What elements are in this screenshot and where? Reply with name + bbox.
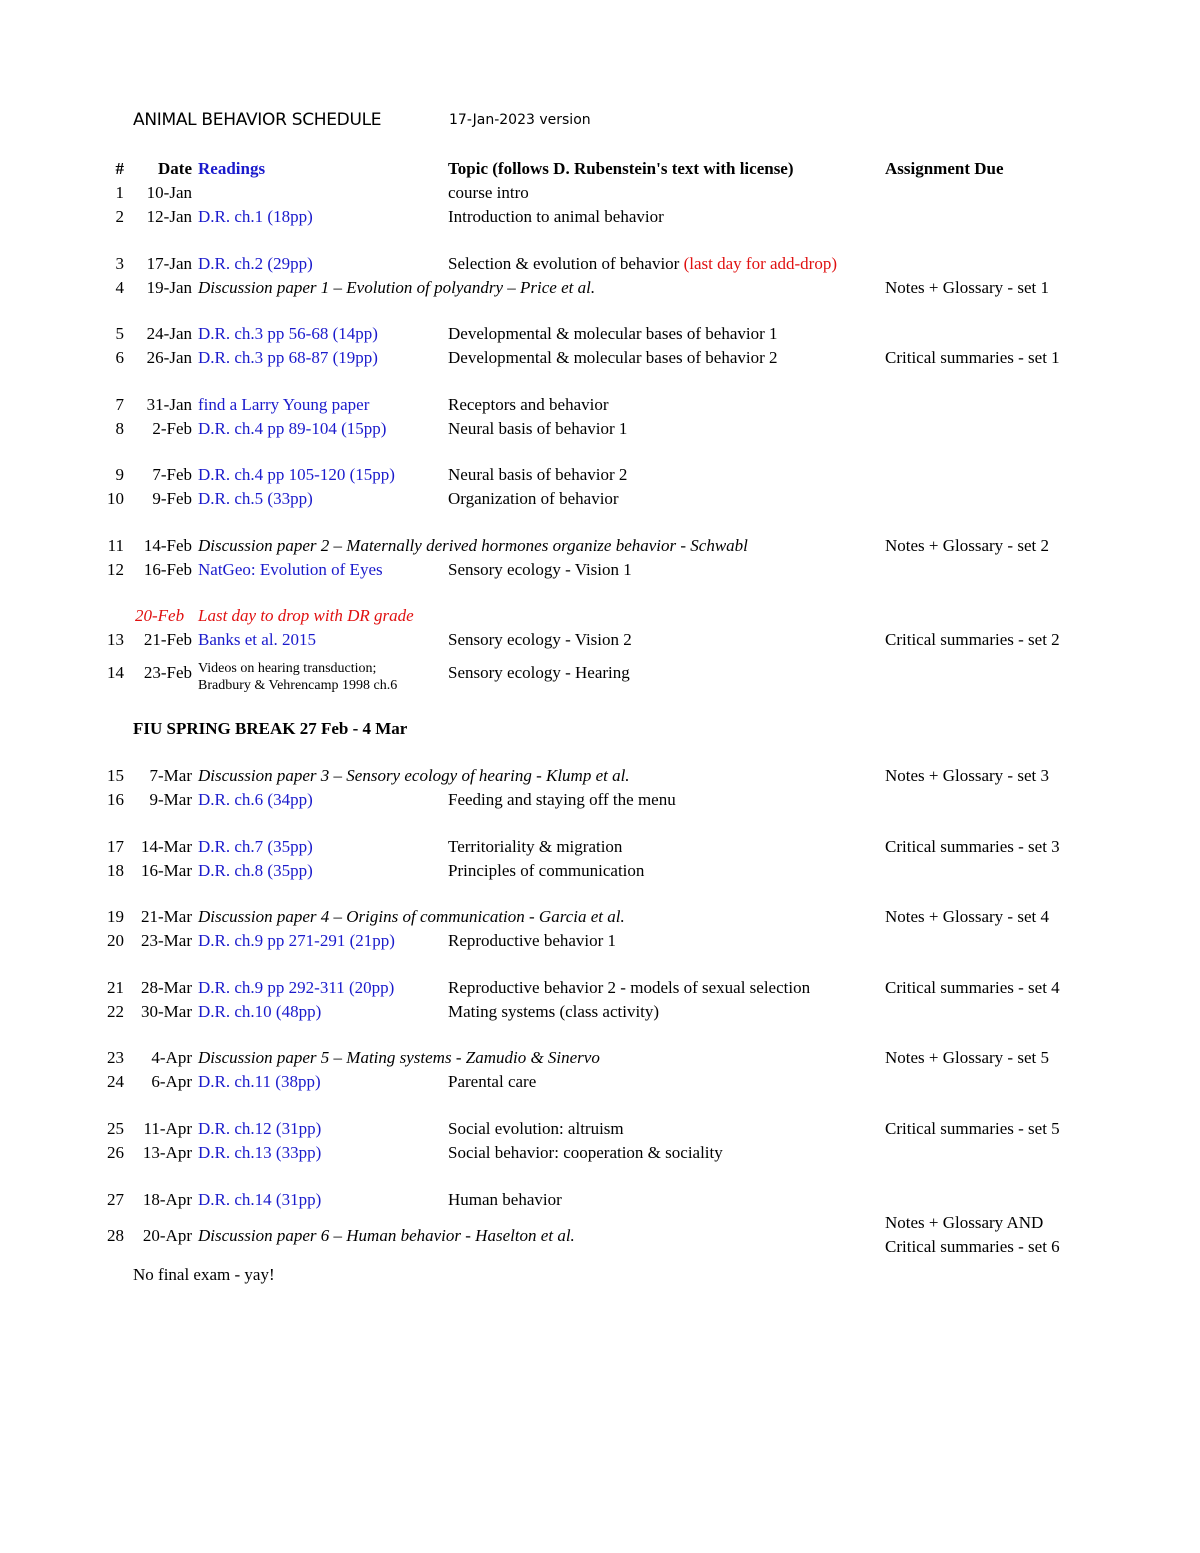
row-number: 25 bbox=[107, 1119, 124, 1138]
table-row bbox=[0, 1190, 1200, 1214]
row-readings: D.R. ch.6 (34pp) bbox=[198, 790, 313, 809]
spring-break-text: FIU SPRING BREAK 27 Feb - 4 Mar bbox=[133, 719, 408, 738]
row-date: 14-Mar bbox=[141, 837, 192, 856]
row-assignment: Critical summaries - set 4 bbox=[885, 978, 1060, 997]
row-readings: Discussion paper 3 – Sensory ecology of hearing - Klump et al. bbox=[198, 766, 630, 785]
row-assignment: Notes + Glossary - set 5 bbox=[885, 1048, 1049, 1067]
row-readings: D.R. ch.3 pp 68-87 (19pp) bbox=[198, 348, 378, 367]
row-date: 31-Jan bbox=[146, 395, 192, 414]
row-date: 30-Mar bbox=[141, 1002, 192, 1021]
table-row bbox=[0, 790, 1200, 814]
row-date: 18-Apr bbox=[142, 1190, 192, 1209]
row-readings: D.R. ch.9 pp 271-291 (21pp) bbox=[198, 931, 395, 950]
row-readings: Discussion paper 2 – Maternally derived hormones organize behavior - Schwabl bbox=[198, 536, 748, 555]
row-topic: Receptors and behavior bbox=[448, 395, 609, 414]
row-topic: Feeding and staying off the menu bbox=[448, 790, 676, 809]
row-number: 7 bbox=[115, 395, 124, 414]
row-date: 11-Apr bbox=[143, 1119, 192, 1138]
table-row bbox=[0, 1143, 1200, 1167]
row-number: 21 bbox=[107, 978, 124, 997]
row-number: 3 bbox=[115, 254, 124, 273]
page-title: ANIMAL BEHAVIOR SCHEDULE bbox=[133, 110, 382, 130]
row-topic: Developmental & molecular bases of behavior 1 bbox=[448, 324, 778, 343]
table-row bbox=[0, 837, 1200, 861]
row-assignment: Critical summaries - set 5 bbox=[885, 1119, 1060, 1138]
row-topic: Sensory ecology - Vision 1 bbox=[448, 560, 632, 579]
row-number: 12 bbox=[107, 560, 124, 579]
col-assignment-header: Assignment Due bbox=[885, 159, 1004, 178]
table-row bbox=[0, 207, 1200, 231]
row-readings: D.R. ch.14 (31pp) bbox=[198, 1190, 322, 1209]
row-assignment: Notes + Glossary - set 2 bbox=[885, 536, 1049, 555]
row-readings: D.R. ch.13 (33pp) bbox=[198, 1143, 322, 1162]
row-readings: D.R. ch.4 pp 105-120 (15pp) bbox=[198, 465, 395, 484]
row-readings: D.R. ch.7 (35pp) bbox=[198, 837, 313, 856]
row-number: 24 bbox=[107, 1072, 124, 1091]
row-number: 13 bbox=[107, 630, 124, 649]
row-readings: Banks et al. 2015 bbox=[198, 630, 317, 649]
row-number: 5 bbox=[115, 324, 124, 343]
table-row bbox=[0, 1048, 1200, 1072]
row-assignment: Notes + Glossary - set 4 bbox=[885, 907, 1049, 926]
row-number: 17 bbox=[107, 837, 124, 856]
final-exam-text: No final exam - yay! bbox=[133, 1265, 275, 1284]
row-number: 28 bbox=[107, 1226, 124, 1245]
row-date: 26-Jan bbox=[146, 348, 192, 367]
row-assignment: Critical summaries - set 3 bbox=[885, 837, 1060, 856]
row-readings: Discussion paper 4 – Origins of communication - Garcia et al. bbox=[198, 907, 625, 926]
drop-notice-date: 20-Feb bbox=[135, 606, 185, 625]
row-date: 7-Mar bbox=[149, 766, 192, 785]
row-date: 13-Apr bbox=[142, 1143, 192, 1162]
table-row bbox=[0, 766, 1200, 790]
row-topic-note: (last day for add-drop) bbox=[683, 254, 838, 273]
row-topic: Introduction to animal behavior bbox=[448, 207, 664, 226]
row-readings: NatGeo: Evolution of Eyes bbox=[198, 560, 383, 579]
row-topic: Sensory ecology - Hearing bbox=[448, 663, 630, 682]
row-readings: Discussion paper 6 – Human behavior - Haselton et al. bbox=[198, 1226, 575, 1245]
row-readings: D.R. ch.4 pp 89-104 (15pp) bbox=[198, 419, 387, 438]
row-number: 1 bbox=[115, 183, 124, 202]
row-number: 15 bbox=[107, 766, 124, 785]
table-row bbox=[0, 978, 1200, 1002]
table-row bbox=[0, 1002, 1200, 1026]
row-date: 19-Jan bbox=[146, 278, 192, 297]
row-topic: Parental care bbox=[448, 1072, 537, 1091]
row-readings: D.R. ch.5 (33pp) bbox=[198, 489, 313, 508]
row-topic: Principles of communication bbox=[448, 861, 645, 880]
table-row bbox=[0, 931, 1200, 955]
document-header bbox=[133, 110, 591, 130]
row-readings: find a Larry Young paper bbox=[198, 395, 370, 414]
row-readings: D.R. ch.12 (31pp) bbox=[198, 1119, 322, 1138]
row-number: 23 bbox=[107, 1048, 124, 1067]
row-readings: Discussion paper 1 – Evolution of polyandry – Price et al. bbox=[198, 278, 596, 297]
table-row bbox=[0, 348, 1200, 372]
row-number: 14 bbox=[107, 663, 124, 682]
row-number: 18 bbox=[107, 861, 124, 880]
row-number: 4 bbox=[115, 278, 124, 297]
table-row bbox=[0, 1213, 1200, 1256]
row-topic: Human behavior bbox=[448, 1190, 562, 1209]
row-number: 20 bbox=[107, 931, 124, 950]
row-readings: D.R. ch.1 (18pp) bbox=[198, 207, 313, 226]
row-readings: D.R. ch.3 pp 56-68 (14pp) bbox=[198, 324, 378, 343]
row-date: 23-Feb bbox=[143, 663, 192, 682]
row-readings: D.R. ch.10 (48pp) bbox=[198, 1002, 322, 1021]
row-topic: Mating systems (class activity) bbox=[448, 1002, 660, 1021]
table-row bbox=[0, 183, 1200, 207]
row-readings: D.R. ch.9 pp 292-311 (20pp) bbox=[198, 978, 395, 997]
row-readings: D.R. ch.2 (29pp) bbox=[198, 254, 313, 273]
row-date: 21-Feb bbox=[143, 630, 192, 649]
final-exam-notice bbox=[0, 1265, 1200, 1289]
row-date: 2-Feb bbox=[152, 419, 192, 438]
row-topic: Sensory ecology - Vision 2 bbox=[448, 630, 632, 649]
table-row bbox=[0, 861, 1200, 885]
row-date: 16-Mar bbox=[141, 861, 192, 880]
table-row bbox=[0, 661, 1200, 693]
row-date: 6-Apr bbox=[151, 1072, 192, 1091]
row-date: 9-Mar bbox=[149, 790, 192, 809]
row-date: 23-Mar bbox=[141, 931, 192, 950]
row-date: 9-Feb bbox=[152, 489, 192, 508]
row-date: 12-Jan bbox=[146, 207, 192, 226]
row-number: 8 bbox=[115, 419, 124, 438]
row-assignment: Notes + Glossary AND bbox=[885, 1213, 1044, 1232]
row-date: 21-Mar bbox=[141, 907, 192, 926]
row-date: 17-Jan bbox=[146, 254, 192, 273]
row-date: 24-Jan bbox=[146, 324, 192, 343]
row-date: 4-Apr bbox=[151, 1048, 192, 1067]
table-row bbox=[0, 419, 1200, 443]
row-topic: Social evolution: altruism bbox=[448, 1119, 624, 1138]
row-number: 26 bbox=[107, 1143, 124, 1162]
row-number: 2 bbox=[115, 207, 124, 226]
row-number: 6 bbox=[115, 348, 124, 367]
row-date: 16-Feb bbox=[143, 560, 192, 579]
row-topic: Neural basis of behavior 1 bbox=[448, 419, 628, 438]
row-assignment: Critical summaries - set 1 bbox=[885, 348, 1060, 367]
row-topic-text: Selection & evolution of behavior bbox=[448, 254, 684, 273]
version-label: 17-Jan-2023 version bbox=[449, 112, 591, 128]
row-assignment-line2: Critical summaries - set 6 bbox=[885, 1237, 1060, 1256]
row-readings: Discussion paper 5 – Mating systems - Zamudio & Sinervo bbox=[198, 1048, 600, 1067]
table-row bbox=[0, 278, 1200, 302]
row-number: 9 bbox=[115, 465, 124, 484]
column-header-row bbox=[0, 159, 1200, 183]
row-date: 7-Feb bbox=[152, 465, 192, 484]
col-topic-header: Topic (follows D. Rubenstein's text with license) bbox=[448, 159, 794, 178]
table-row bbox=[0, 1072, 1200, 1096]
row-date: 20-Apr bbox=[142, 1226, 192, 1245]
row-readings: D.R. ch.11 (38pp) bbox=[198, 1072, 321, 1091]
table-row bbox=[0, 465, 1200, 489]
spring-break-notice bbox=[0, 719, 1200, 743]
row-topic-wrap bbox=[448, 254, 837, 274]
row-number: 10 bbox=[107, 489, 124, 508]
col-readings-header: Readings bbox=[198, 159, 266, 178]
row-topic: Neural basis of behavior 2 bbox=[448, 465, 628, 484]
row-topic: Reproductive behavior 2 - models of sexual selection bbox=[448, 978, 811, 997]
row-number: 22 bbox=[107, 1002, 124, 1021]
row-number: 19 bbox=[107, 907, 124, 926]
row-readings-line2: Bradbury & Vehrencamp 1998 ch.6 bbox=[198, 678, 398, 693]
row-topic: course intro bbox=[448, 183, 529, 202]
table-row bbox=[0, 254, 1200, 278]
table-row bbox=[0, 630, 1200, 654]
row-assignment: Notes + Glossary - set 3 bbox=[885, 766, 1049, 785]
row-date: 14-Feb bbox=[143, 536, 192, 555]
row-topic: Territoriality & migration bbox=[448, 837, 623, 856]
drop-notice bbox=[0, 606, 1200, 630]
table-row bbox=[0, 1119, 1200, 1143]
col-num-header: # bbox=[115, 159, 124, 178]
row-topic: Organization of behavior bbox=[448, 489, 619, 508]
table-row bbox=[0, 324, 1200, 348]
drop-notice-text: Last day to drop with DR grade bbox=[198, 606, 414, 625]
row-number: 11 bbox=[107, 536, 124, 555]
row-date: 10-Jan bbox=[146, 183, 192, 202]
table-row bbox=[0, 489, 1200, 513]
row-readings: Videos on hearing transduction; bbox=[198, 661, 377, 676]
row-topic: Developmental & molecular bases of behavior 2 bbox=[448, 348, 778, 367]
table-row bbox=[0, 536, 1200, 560]
row-topic: Reproductive behavior 1 bbox=[448, 931, 617, 950]
table-row bbox=[0, 907, 1200, 931]
table-row bbox=[0, 560, 1200, 584]
row-number: 16 bbox=[107, 790, 124, 809]
row-assignment: Critical summaries - set 2 bbox=[885, 630, 1060, 649]
row-assignment: Notes + Glossary - set 1 bbox=[885, 278, 1049, 297]
row-readings: D.R. ch.8 (35pp) bbox=[198, 861, 313, 880]
col-date-header: Date bbox=[158, 159, 192, 178]
row-topic: Social behavior: cooperation & sociality bbox=[448, 1143, 723, 1162]
table-row bbox=[0, 395, 1200, 419]
row-date: 28-Mar bbox=[141, 978, 192, 997]
row-number: 27 bbox=[107, 1190, 124, 1209]
